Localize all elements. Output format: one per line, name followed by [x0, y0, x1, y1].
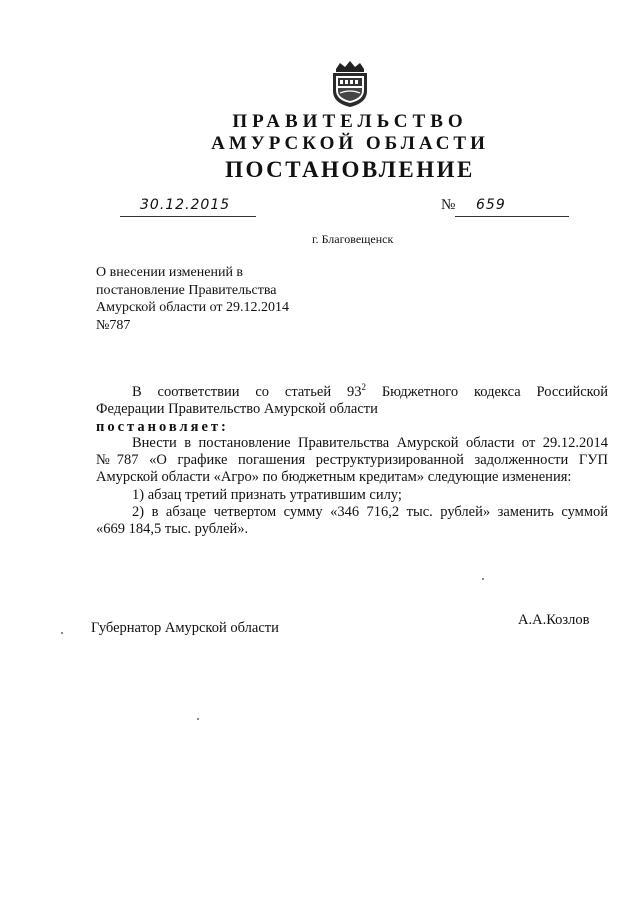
number-underline [455, 199, 569, 217]
document-type-title: ПОСТАНОВЛЕНИЕ [225, 157, 475, 182]
signatory-position: Губернатор Амурской области [91, 620, 279, 636]
document-number: 659 [476, 197, 506, 213]
government-title: ПРАВИТЕЛЬСТВО [232, 111, 468, 132]
article-superscript: 2 [361, 382, 366, 393]
document-subject [96, 264, 289, 334]
coat-of-arms-emblem [327, 57, 373, 109]
change-item-1: 1) абзац третий признать утратившим силу; [132, 486, 402, 503]
subject-line: №787 [96, 317, 131, 333]
preamble-line-2: Федерации Правительство Амурской области [96, 401, 378, 417]
scan-dot [482, 578, 484, 580]
number-sign: № [441, 197, 456, 213]
region-title: АМУРСКОЙ ОБЛАСТИ [211, 133, 489, 154]
resolution-paragraph [96, 435, 608, 538]
change-item-2: 2) в абзаце четвертом сумму «346 716,2 тыс. рублей» заменить суммой [132, 503, 608, 520]
subject-line: О внесении изменений в [96, 265, 244, 280]
scan-dot [197, 718, 199, 720]
resolution-line-3: Амурской области «Агро» по бюджетным кредитам» следующие изменения: [96, 469, 572, 486]
city-label: г. Благовещенск [312, 232, 394, 246]
signatory-name: А.А.Козлов [518, 612, 590, 628]
preamble-text: В соответствии со статьей 93 [132, 384, 362, 400]
resolution-line-1: Внести в постановление Правительства Амурской области от 29.12.2014 [132, 435, 608, 451]
resolution-line-2: №787 «О графике погашения реструктуризированной задолженности ГУП [96, 452, 608, 469]
subject-line: Амурской области от 29.12.2014 [96, 300, 289, 315]
change-item-2-continued: «669 184,5 тыс. рублей». [96, 521, 249, 538]
preamble-paragraph [96, 384, 608, 418]
preamble-line-1 [96, 384, 608, 401]
decree-word: постановляет: [96, 419, 229, 435]
scan-dot [61, 632, 63, 634]
document-date: 30.12.2015 [140, 197, 231, 213]
subject-line: постановление Правительства [96, 282, 277, 298]
preamble-text-end: Бюджетного кодекса Российской [365, 384, 608, 400]
